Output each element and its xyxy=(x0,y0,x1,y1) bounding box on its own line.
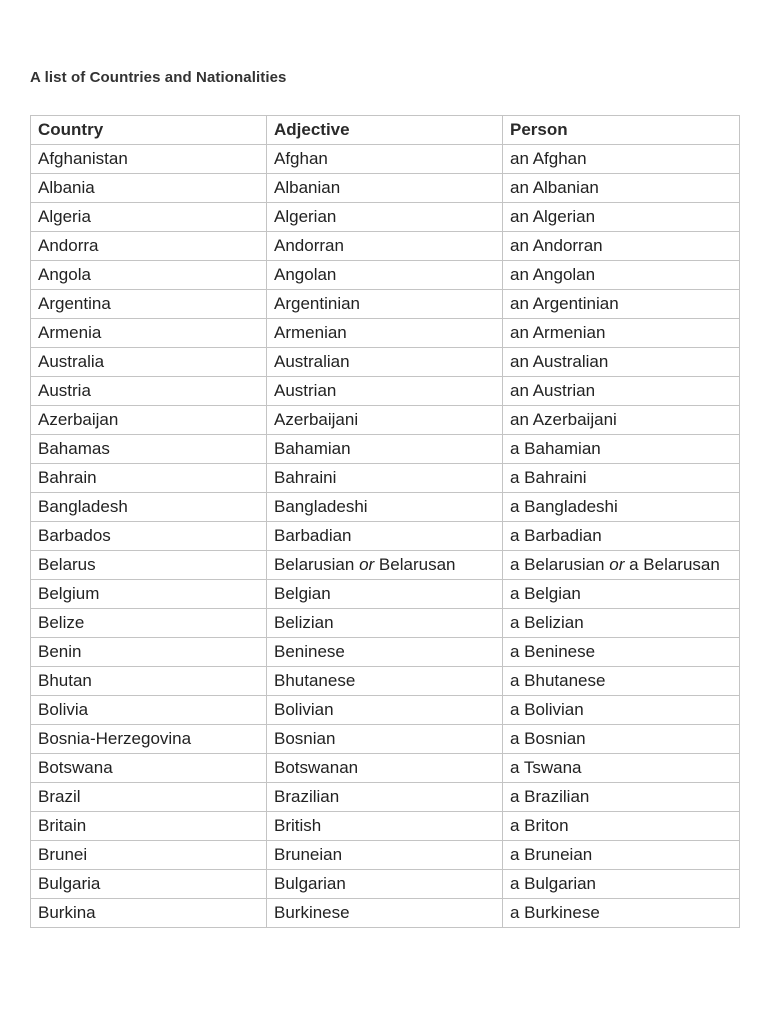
adjective-cell: Barbadian xyxy=(267,522,503,551)
country-cell: Albania xyxy=(31,174,267,203)
adjective-cell: Argentinian xyxy=(267,290,503,319)
or-connector: or xyxy=(359,555,375,574)
header-country: Country xyxy=(31,116,267,145)
country-cell: Angola xyxy=(31,261,267,290)
country-cell: Bangladesh xyxy=(31,493,267,522)
table-row xyxy=(31,580,740,609)
country-cell: Bahamas xyxy=(31,435,267,464)
person-cell: a Bahraini xyxy=(503,464,740,493)
table-row xyxy=(31,232,740,261)
table-row xyxy=(31,319,740,348)
table-row xyxy=(31,435,740,464)
adjective-cell: Angolan xyxy=(267,261,503,290)
adjective-cell: Afghan xyxy=(267,145,503,174)
country-cell: Britain xyxy=(31,812,267,841)
adjective-cell: Bahraini xyxy=(267,464,503,493)
adjective-cell: Bosnian xyxy=(267,725,503,754)
adjective-cell xyxy=(267,551,503,580)
header-adjective: Adjective xyxy=(267,116,503,145)
country-cell: Austria xyxy=(31,377,267,406)
person-cell: an Argentinian xyxy=(503,290,740,319)
adjective-cell: Algerian xyxy=(267,203,503,232)
person-cell: a Bangladeshi xyxy=(503,493,740,522)
adjective-cell: Andorran xyxy=(267,232,503,261)
person-cell: an Australian xyxy=(503,348,740,377)
table-row xyxy=(31,609,740,638)
country-cell: Bahrain xyxy=(31,464,267,493)
person-cell xyxy=(503,551,740,580)
table-row xyxy=(31,261,740,290)
adjective-option: Belarusian xyxy=(274,555,355,574)
person-cell: an Albanian xyxy=(503,174,740,203)
adjective-cell: British xyxy=(267,812,503,841)
person-cell: a Beninese xyxy=(503,638,740,667)
country-cell: Bulgaria xyxy=(31,870,267,899)
person-cell: a Barbadian xyxy=(503,522,740,551)
country-cell: Azerbaijan xyxy=(31,406,267,435)
person-cell: an Andorran xyxy=(503,232,740,261)
table-row xyxy=(31,841,740,870)
table-row xyxy=(31,812,740,841)
person-cell: a Bruneian xyxy=(503,841,740,870)
person-option: a Belarusan xyxy=(629,555,720,574)
adjective-cell: Botswanan xyxy=(267,754,503,783)
person-option: a Belarusian xyxy=(510,555,605,574)
country-cell: Armenia xyxy=(31,319,267,348)
country-cell: Argentina xyxy=(31,290,267,319)
table-row xyxy=(31,754,740,783)
table-row xyxy=(31,522,740,551)
person-cell: a Burkinese xyxy=(503,899,740,928)
header-person: Person xyxy=(503,116,740,145)
country-cell: Belize xyxy=(31,609,267,638)
person-cell: an Austrian xyxy=(503,377,740,406)
country-cell: Algeria xyxy=(31,203,267,232)
page-title: A list of Countries and Nationalities xyxy=(30,69,287,86)
adjective-cell: Albanian xyxy=(267,174,503,203)
adjective-cell: Beninese xyxy=(267,638,503,667)
adjective-cell: Belizian xyxy=(267,609,503,638)
person-cell: an Angolan xyxy=(503,261,740,290)
person-cell: a Bosnian xyxy=(503,725,740,754)
country-cell: Belgium xyxy=(31,580,267,609)
table-row xyxy=(31,551,740,580)
adjective-cell: Austrian xyxy=(267,377,503,406)
nationalities-table xyxy=(30,115,740,928)
country-cell: Brunei xyxy=(31,841,267,870)
person-cell: an Afghan xyxy=(503,145,740,174)
table-row xyxy=(31,493,740,522)
country-cell: Belarus xyxy=(31,551,267,580)
person-cell: a Brazilian xyxy=(503,783,740,812)
country-cell: Burkina xyxy=(31,899,267,928)
person-cell: a Tswana xyxy=(503,754,740,783)
country-cell: Bhutan xyxy=(31,667,267,696)
adjective-cell: Bhutanese xyxy=(267,667,503,696)
country-cell: Brazil xyxy=(31,783,267,812)
country-cell: Bosnia-Herzegovina xyxy=(31,725,267,754)
table-row xyxy=(31,783,740,812)
table-row xyxy=(31,377,740,406)
person-cell: a Belizian xyxy=(503,609,740,638)
adjective-cell: Belgian xyxy=(267,580,503,609)
table-row xyxy=(31,203,740,232)
person-cell: a Bahamian xyxy=(503,435,740,464)
adjective-cell: Bulgarian xyxy=(267,870,503,899)
table-row xyxy=(31,348,740,377)
table-row xyxy=(31,406,740,435)
adjective-cell: Armenian xyxy=(267,319,503,348)
country-cell: Australia xyxy=(31,348,267,377)
adjective-cell: Bolivian xyxy=(267,696,503,725)
adjective-option: Belarusan xyxy=(378,555,456,574)
person-cell: an Azerbaijani xyxy=(503,406,740,435)
adjective-cell: Azerbaijani xyxy=(267,406,503,435)
person-cell: a Bulgarian xyxy=(503,870,740,899)
table-header-row xyxy=(31,116,740,145)
country-cell: Afghanistan xyxy=(31,145,267,174)
person-cell: an Armenian xyxy=(503,319,740,348)
table-row xyxy=(31,725,740,754)
country-cell: Barbados xyxy=(31,522,267,551)
person-cell: an Algerian xyxy=(503,203,740,232)
table-row xyxy=(31,145,740,174)
table-row xyxy=(31,696,740,725)
or-connector: or xyxy=(609,555,625,574)
country-cell: Andorra xyxy=(31,232,267,261)
adjective-cell: Bahamian xyxy=(267,435,503,464)
country-cell: Botswana xyxy=(31,754,267,783)
table-row xyxy=(31,464,740,493)
adjective-cell: Bruneian xyxy=(267,841,503,870)
person-cell: a Briton xyxy=(503,812,740,841)
table-row xyxy=(31,667,740,696)
adjective-cell: Australian xyxy=(267,348,503,377)
person-cell: a Bhutanese xyxy=(503,667,740,696)
country-cell: Benin xyxy=(31,638,267,667)
table-row xyxy=(31,899,740,928)
adjective-cell: Brazilian xyxy=(267,783,503,812)
person-cell: a Bolivian xyxy=(503,696,740,725)
adjective-cell: Burkinese xyxy=(267,899,503,928)
person-cell: a Belgian xyxy=(503,580,740,609)
table-row xyxy=(31,174,740,203)
country-cell: Bolivia xyxy=(31,696,267,725)
table-row xyxy=(31,290,740,319)
adjective-cell: Bangladeshi xyxy=(267,493,503,522)
table-row xyxy=(31,870,740,899)
table-row xyxy=(31,638,740,667)
